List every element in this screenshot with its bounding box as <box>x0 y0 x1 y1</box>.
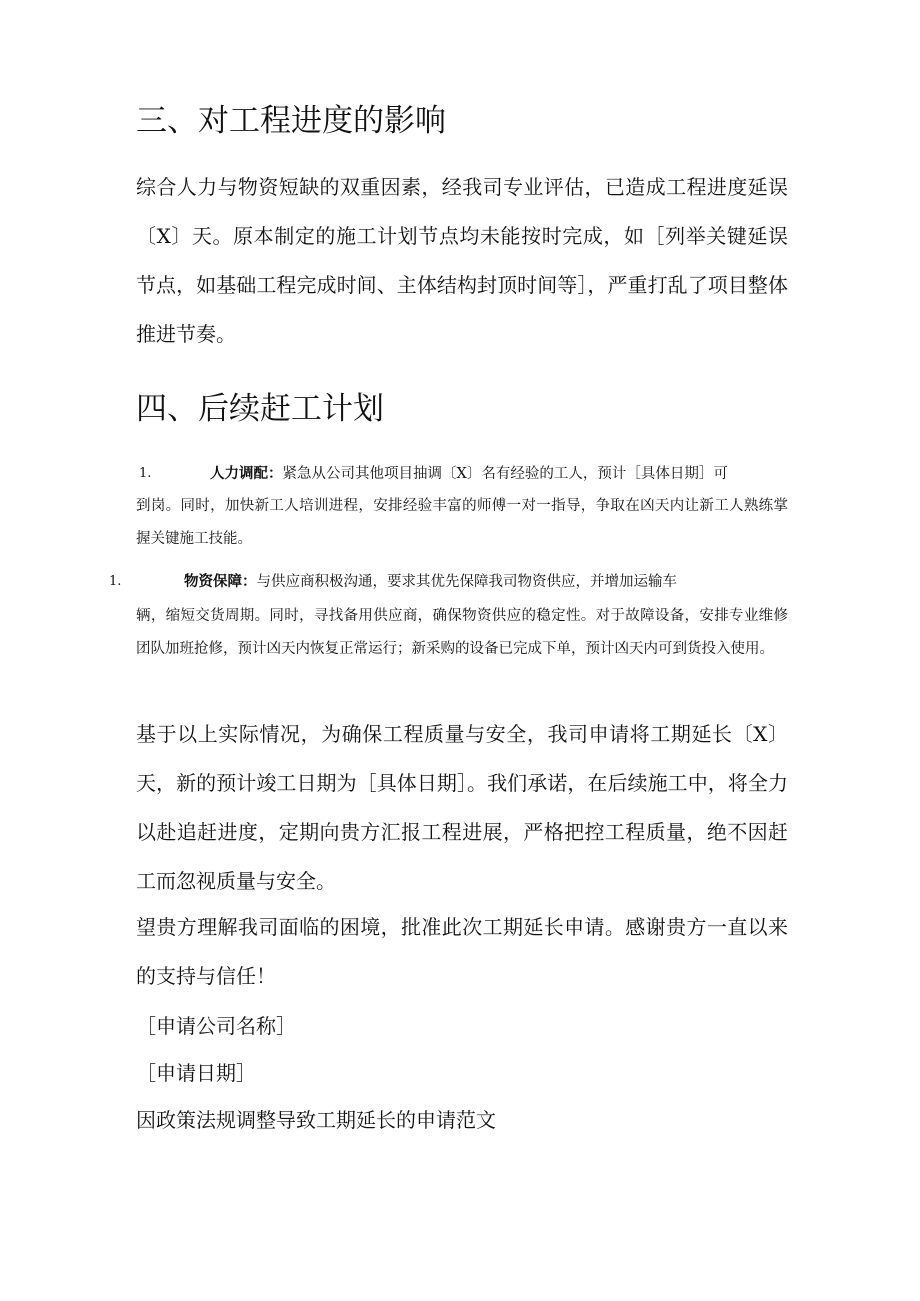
list-item-number: 1. <box>109 574 122 589</box>
section-4-heading: 四、后续赶工计划 <box>136 391 384 427</box>
closing-request: 基于以上实际情况，为确保工程质量与安全，我司申请将工期延长〔X〕天，新的预计竣工日期为［具体日期］。我们承诺，在后续施工中，将全力以赴追赶进度，定期向贵方汇报工程进展，严格把控工程质量，绝不因赶工而忽视质量与安全。 <box>136 722 788 893</box>
list-item-text: 与供应商积极沟通，要求其优先保障我司物资供应，并增加运输车 <box>256 574 677 590</box>
closing-thanks: 望贵方理解我司面临的困境，批准此次工期延长申请。感谢贵方一直以来的支持与信任！ <box>136 915 788 988</box>
list-item-first-line <box>210 457 728 491</box>
list-item-text: 紧急从公司其他项目抽调〔X〕名有经验的工人，预计［具体日期］可 <box>282 466 728 482</box>
list-item-first-line <box>184 565 677 599</box>
list-item-continuation: 辆，缩短交货周期。同时，寻找备用供应商，确保物资供应的稳定性。对于故障设备，安排专业维修团队加班抢修，预计凶天内恢复正常运行；新采购的设备已完成下单，预计凶天内可到货投入使用。 <box>136 608 788 657</box>
section-3-heading: 三、对工程进度的影响 <box>136 103 446 139</box>
list-item-title: 人力调配： <box>210 465 283 482</box>
list-item-continuation: 到岗。同时，加快新工人培训进程，安排经验丰富的师傅一对一指导，争取在凶天内让新工人熟练掌握关键施工技能。 <box>136 498 788 547</box>
company-name: ［申请公司名称］ <box>136 1014 296 1038</box>
list-item-number: 1. <box>139 466 152 481</box>
list-item-title: 物资保障： <box>184 573 257 590</box>
next-document-title: 因政策法规调整导致工期延长的申请范文 <box>136 1108 496 1132</box>
section-3-body: 综合人力与物资短缺的双重因素，经我司专业评估，已造成工程进度延误〔X〕天。原本制定的施工计划节点均未能按时完成，如［列举关键延误节点，如基础工程完成时间、主体结构封顶时间等］，严重打乱了项目整体推进节奏。 <box>136 175 788 346</box>
application-date: ［申请日期］ <box>136 1061 256 1085</box>
